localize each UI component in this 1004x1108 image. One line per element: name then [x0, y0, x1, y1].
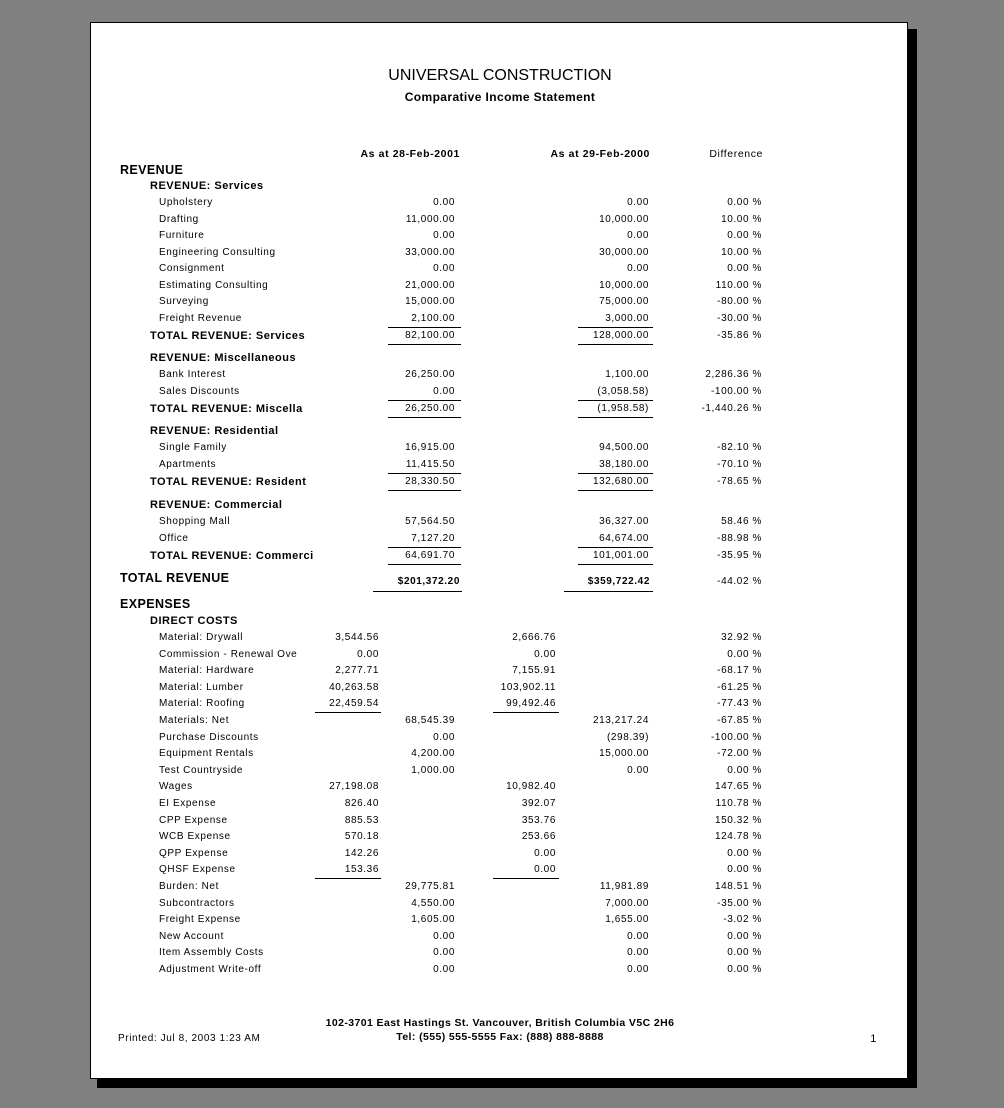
group-title: REVENUE: Services: [150, 180, 264, 192]
prior-amount: 11,981.89: [599, 881, 649, 892]
current-amount: 0.00: [433, 964, 455, 975]
prior-amount: 10,000.00: [599, 213, 649, 225]
current-detail-amount: 2,277.71: [335, 665, 379, 677]
difference-percent: -82.10 %: [717, 442, 762, 453]
prior-amount: 1,655.00: [605, 914, 649, 926]
difference-percent: -61.25 %: [717, 681, 762, 693]
group-total-label: TOTAL REVENUE: Services: [150, 329, 306, 342]
difference-percent: -88.98 %: [717, 532, 762, 544]
printed-timestamp: Printed: Jul 8, 2003 1:23 AM: [118, 1033, 261, 1044]
prior-detail-amount: 0.00: [534, 864, 556, 876]
grand-total-current: $201,372.20: [397, 576, 460, 587]
prior-amount: 0.00: [627, 964, 649, 975]
prior-amount: 15,000.00: [599, 748, 649, 760]
prior-amount: 38,180.00: [599, 458, 649, 470]
current-amount: 0.00: [433, 263, 455, 274]
difference-percent: 0.00 %: [727, 764, 762, 776]
subtotal-rule: [388, 327, 461, 328]
current-amount: 0.00: [433, 731, 455, 743]
difference-percent: 58.46 %: [721, 516, 762, 527]
prior-amount: 0.00: [627, 947, 649, 959]
line-item-label: Sales Discounts: [159, 385, 240, 397]
prior-total: 101,001.00: [592, 549, 649, 561]
difference-percent: 0.00 %: [727, 197, 762, 208]
line-item-label: New Account: [159, 930, 224, 942]
line-item-label: Adjustment Write-off: [159, 964, 262, 975]
total-rule: [388, 344, 461, 345]
difference-percent: -100.00 %: [711, 731, 762, 743]
prior-total: 128,000.00: [592, 329, 649, 341]
line-item-label: Material: Drywall: [159, 632, 244, 643]
prior-amount: 94,500.00: [599, 442, 649, 453]
prior-amount: 0.00: [627, 197, 649, 208]
grand-total-difference: -44.02 %: [717, 576, 762, 587]
grand-total-label: TOTAL REVENUE: [120, 571, 230, 585]
prior-amount: (3,058.58): [597, 385, 649, 397]
prior-detail-amount: 10,982.40: [506, 781, 556, 793]
difference-percent: 32.92 %: [721, 632, 762, 643]
current-amount: 7,127.20: [411, 532, 455, 544]
line-item-label: Freight Revenue: [159, 312, 242, 324]
current-total: 64,691.70: [405, 549, 455, 561]
subtotal-rule: [388, 473, 461, 474]
group-title: REVENUE: Commercial: [150, 499, 283, 511]
total-rule: [578, 344, 653, 345]
detail-subtotal-rule: [315, 712, 381, 713]
difference-percent: 0.00 %: [727, 930, 762, 942]
subtotal-rule: [578, 327, 653, 328]
report-page: [90, 22, 908, 1079]
current-detail-amount: 885.53: [344, 814, 379, 826]
line-item-label: Furniture: [159, 230, 205, 241]
prior-amount: (298.39): [606, 731, 649, 743]
line-item-label: Upholstery: [159, 197, 213, 208]
line-item-label: Apartments: [159, 458, 217, 470]
line-item-label: Bank Interest: [159, 369, 226, 380]
line-item-label: Wages: [159, 781, 193, 793]
difference-total: -35.95 %: [717, 549, 762, 561]
prior-detail-amount: 99,492.46: [506, 698, 556, 710]
difference-percent: 0.00 %: [727, 964, 762, 975]
group-total-label: TOTAL REVENUE: Commerci: [150, 549, 314, 562]
subtotal-rule: [578, 473, 653, 474]
prior-total: (1,958.58): [597, 402, 649, 414]
line-item-label: Consignment: [159, 263, 225, 274]
prior-total: 132,680.00: [592, 475, 649, 487]
difference-percent: -67.85 %: [717, 715, 762, 726]
column-header-prior: As at 29-Feb-2000: [550, 148, 650, 160]
line-item-label: Item Assembly Costs: [159, 947, 264, 959]
difference-percent: -3.02 %: [723, 914, 762, 926]
difference-percent: -72.00 %: [717, 748, 762, 760]
difference-percent: 0.00 %: [727, 847, 762, 859]
group-title: DIRECT COSTS: [150, 615, 238, 627]
line-item-label: Estimating Consulting: [159, 279, 269, 291]
prior-detail-amount: 0.00: [534, 847, 556, 859]
current-amount: 15,000.00: [405, 296, 455, 307]
difference-percent: -70.10 %: [717, 458, 762, 470]
prior-detail-amount: 7,155.91: [512, 665, 556, 677]
difference-percent: 0.00 %: [727, 648, 762, 660]
company-name: UNIVERSAL CONSTRUCTION: [388, 67, 612, 84]
current-amount: 1,605.00: [411, 914, 455, 926]
current-amount: 0.00: [433, 930, 455, 942]
prior-amount: 213,217.24: [592, 715, 649, 726]
total-rule: [578, 490, 653, 491]
line-item-label: Equipment Rentals: [159, 748, 254, 760]
column-header-current: As at 28-Feb-2001: [360, 148, 460, 160]
prior-amount: 0.00: [627, 263, 649, 274]
line-item-label: Shopping Mall: [159, 516, 231, 527]
line-item-label: Material: Hardware: [159, 665, 255, 677]
current-amount: 21,000.00: [405, 279, 455, 291]
difference-percent: 10.00 %: [721, 246, 762, 258]
group-total-label: TOTAL REVENUE: Miscella: [150, 402, 303, 415]
current-amount: 0.00: [433, 947, 455, 959]
footer-address: 102-3701 East Hastings St. Vancouver, British Columbia V5C 2H6: [325, 1017, 675, 1029]
prior-detail-amount: 2,666.76: [512, 632, 556, 643]
line-item-label: Purchase Discounts: [159, 731, 259, 743]
group-total-label: TOTAL REVENUE: Resident: [150, 475, 307, 488]
line-item-label: CPP Expense: [159, 814, 228, 826]
line-item-label: WCB Expense: [159, 831, 231, 843]
difference-percent: -35.00 %: [717, 897, 762, 909]
current-total: 82,100.00: [405, 329, 455, 341]
subtotal-rule: [388, 400, 461, 401]
prior-amount: 36,327.00: [599, 516, 649, 527]
current-amount: 4,200.00: [411, 748, 455, 760]
line-item-label: Materials: Net: [159, 715, 230, 726]
page-number: 1: [870, 1033, 877, 1045]
prior-amount: 10,000.00: [599, 279, 649, 291]
section-heading-revenue: REVENUE: [120, 163, 184, 177]
difference-percent: 10.00 %: [721, 213, 762, 225]
prior-amount: 1,100.00: [605, 369, 649, 380]
difference-percent: -77.43 %: [717, 698, 762, 710]
grand-total-prior: $359,722.42: [587, 576, 650, 587]
difference-percent: 147.65 %: [714, 781, 762, 793]
current-detail-amount: 22,459.54: [329, 698, 379, 710]
grand-total-rule: [373, 591, 462, 592]
prior-amount: 64,674.00: [599, 532, 649, 544]
prior-amount: 0.00: [627, 230, 649, 241]
difference-percent: 0.00 %: [727, 230, 762, 241]
difference-percent: -30.00 %: [717, 312, 762, 324]
line-item-label: Commission - Renewal Ove: [159, 648, 298, 660]
current-amount: 0.00: [433, 385, 455, 397]
current-amount: 26,250.00: [405, 369, 455, 380]
prior-amount: 30,000.00: [599, 246, 649, 258]
difference-percent: 110.78 %: [715, 798, 762, 809]
current-detail-amount: 27,198.08: [329, 781, 379, 793]
current-amount: 0.00: [433, 230, 455, 241]
prior-detail-amount: 253.66: [521, 831, 556, 843]
prior-detail-amount: 0.00: [534, 648, 556, 660]
prior-amount: 0.00: [627, 764, 649, 776]
current-amount: 2,100.00: [411, 312, 455, 324]
prior-detail-amount: 103,902.11: [500, 681, 556, 693]
difference-total: -1,440.26 %: [701, 402, 762, 414]
group-title: REVENUE: Residential: [150, 425, 279, 437]
line-item-label: QPP Expense: [159, 847, 229, 859]
footer-contact: Tel: (555) 555-5555 Fax: (888) 888-8888: [396, 1031, 604, 1043]
total-rule: [578, 564, 653, 565]
current-amount: 29,775.81: [405, 881, 455, 892]
current-detail-amount: 3,544.56: [335, 632, 379, 643]
current-amount: 16,915.00: [405, 442, 455, 453]
difference-percent: 0.00 %: [727, 263, 762, 274]
current-detail-amount: 142.26: [344, 847, 379, 859]
difference-total: -35.86 %: [717, 329, 762, 341]
difference-percent: -100.00 %: [711, 385, 762, 397]
current-amount: 0.00: [433, 197, 455, 208]
total-rule: [388, 417, 461, 418]
current-amount: 33,000.00: [405, 246, 455, 258]
grand-total-rule: [564, 591, 653, 592]
group-title: REVENUE: Miscellaneous: [150, 352, 297, 364]
difference-percent: -80.00 %: [717, 296, 762, 307]
line-item-label: Surveying: [159, 296, 209, 307]
current-total: 26,250.00: [405, 402, 455, 414]
subtotal-rule: [388, 547, 461, 548]
prior-detail-amount: 353.76: [521, 814, 556, 826]
total-rule: [388, 490, 461, 491]
prior-detail-amount: 392.07: [521, 798, 556, 809]
section-heading-expenses: EXPENSES: [120, 597, 191, 611]
prior-amount: 0.00: [627, 930, 649, 942]
current-detail-amount: 570.18: [344, 831, 379, 843]
difference-percent: 148.51 %: [714, 881, 762, 892]
current-detail-amount: 0.00: [357, 648, 379, 660]
line-item-label: Office: [159, 532, 189, 544]
difference-total: -78.65 %: [717, 475, 762, 487]
detail-subtotal-rule: [493, 712, 559, 713]
total-rule: [578, 417, 653, 418]
difference-percent: 110.00 %: [715, 279, 762, 291]
line-item-label: Burden: Net: [159, 881, 219, 892]
prior-amount: 3,000.00: [605, 312, 649, 324]
subtotal-rule: [578, 400, 653, 401]
current-detail-amount: 826.40: [344, 798, 379, 809]
current-amount: 11,000.00: [405, 213, 455, 225]
current-amount: 57,564.50: [405, 516, 455, 527]
line-item-label: QHSF Expense: [159, 864, 236, 876]
prior-amount: 75,000.00: [599, 296, 649, 307]
current-amount: 68,545.39: [405, 715, 455, 726]
line-item-label: Subcontractors: [159, 897, 235, 909]
report-title: Comparative Income Statement: [404, 90, 596, 104]
column-header-difference: Difference: [709, 148, 763, 160]
current-amount: 1,000.00: [411, 764, 455, 776]
difference-percent: 0.00 %: [727, 947, 762, 959]
difference-percent: 0.00 %: [727, 864, 762, 876]
line-item-label: Material: Lumber: [159, 681, 244, 693]
line-item-label: Engineering Consulting: [159, 246, 276, 258]
subtotal-rule: [578, 547, 653, 548]
detail-subtotal-rule: [315, 878, 381, 879]
line-item-label: Single Family: [159, 442, 227, 453]
line-item-label: Freight Expense: [159, 914, 241, 926]
current-total: 28,330.50: [405, 475, 455, 487]
difference-percent: 150.32 %: [714, 814, 762, 826]
difference-percent: 124.78 %: [714, 831, 762, 843]
detail-subtotal-rule: [493, 878, 559, 879]
current-amount: 11,415.50: [405, 458, 455, 470]
total-rule: [388, 564, 461, 565]
line-item-label: Test Countryside: [159, 764, 244, 776]
difference-percent: -68.17 %: [717, 665, 762, 677]
line-item-label: EI Expense: [159, 798, 217, 809]
prior-amount: 7,000.00: [605, 897, 649, 909]
current-amount: 4,550.00: [411, 897, 455, 909]
current-detail-amount: 153.36: [344, 864, 379, 876]
line-item-label: Drafting: [159, 213, 199, 225]
difference-percent: 2,286.36 %: [705, 369, 762, 380]
line-item-label: Material: Roofing: [159, 698, 245, 710]
current-detail-amount: 40,263.58: [329, 681, 379, 693]
